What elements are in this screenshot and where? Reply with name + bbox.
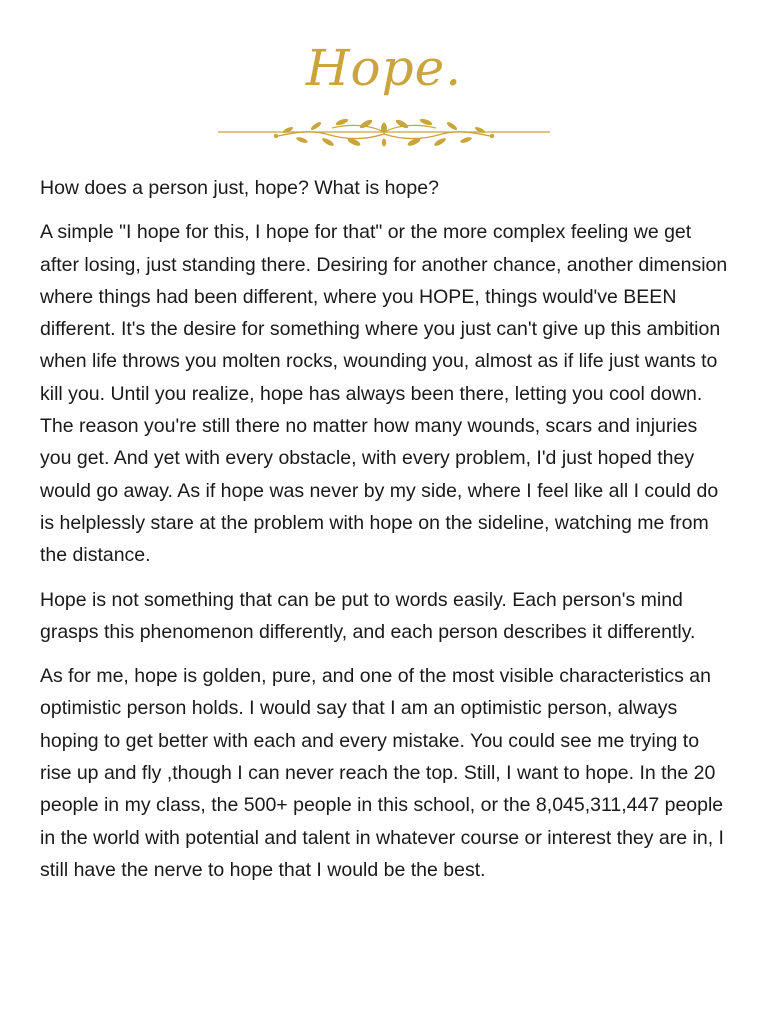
paragraph-4: As for me, hope is golden, pure, and one of the most visible characteristics an optimistic person holds. I would say that I am an optimistic person, always hoping to get better with each and every mistake. You could see me trying to rise up and fly ,though I can never reach the top. Still, I want to hope. In the 20 people in my class, the 500+ people in this school, or the 8,045,311,447 people in the world with potential and talent in whatever course or interest they are in, I still have the nerve to hope that I would be the best. [40,665,724,881]
page-title: Hope. [305,39,463,97]
essay-body [40,172,732,898]
paragraph-3: Hope is not something that can be put to words easily. Each person's mind grasps this phenomenon differently, and each person describes it differently. [40,588,696,643]
laurel-vine-divider-icon [216,112,552,156]
paragraph-1: How does a person just, hope? What is hope? [40,177,439,199]
paragraph-2: A simple "I hope for this, I hope for that" or the more complex feeling we get after losing, just standing there. Desiring for another chance, another dimension where things had been different, where you HOPE, things would've BEEN different. It's the desire for something where you just can't give up this ambition when life throws you molten rocks, wounding you, almost as if life just wants to kill you. Until you realize, hope has always been there, letting you cool down. The reason you're still there no matter how many wounds, scars and injuries you get. And yet with every obstacle, with every problem, I'd just hoped they would go away. As if hope was never by my side, where I feel like all I could do is helplessly stare at the problem with hope on the sideline, watching me from the distance. [40,221,728,567]
